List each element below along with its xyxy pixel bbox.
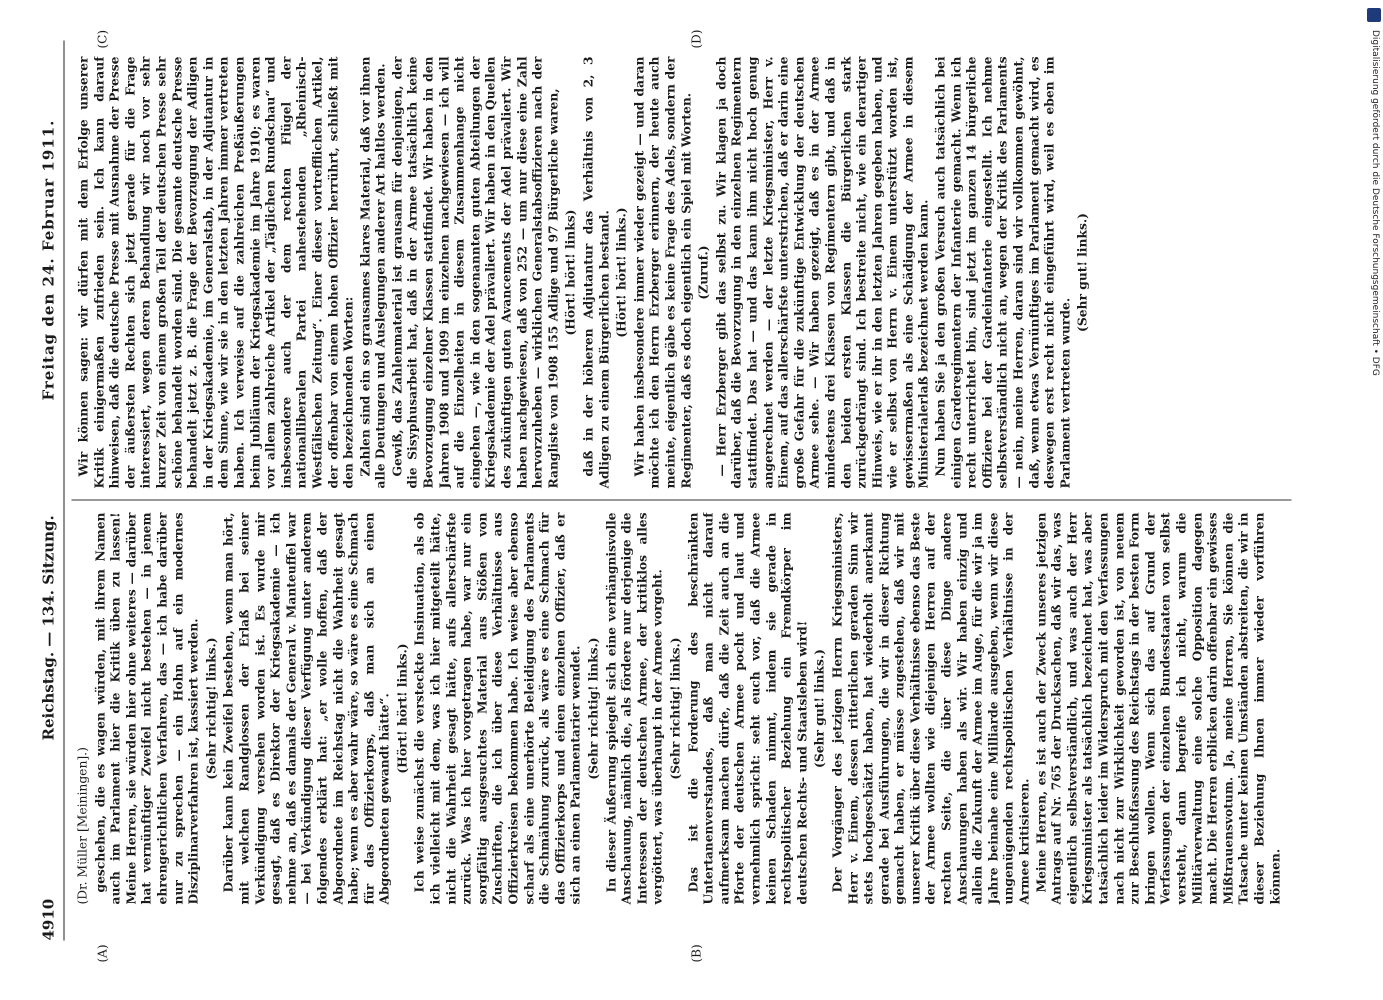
paragraph: geschehen, die es wagen würden, mit ihrem Namen auch im Parlament hier die Kritik üben zu lassen! Meine Herren, sie würden hier ohne weiteres — darüber hat vernünftiger Zweifel nicht bestehen — in jenem ehrengerichtlichen Verfahren, das — ich habe darüber nur zu sprechen — ein Hohn auf ein modernes Disziplinarverfahren ist, kassiert werden.	[92, 512, 201, 905]
paragraph: Ich weise zunächst die versteckte Insinuation, als ob ich vielleicht mit dem, was ich hier mitgeteilt hätte, nicht die Wahrheit gesagt hätte, aufs allerschärfste zurück. Was ich hier vorgetragen habe, war nur ein sorgfältig ausgesuchtes Material aus Stößen von Zuschriften, die ich über diese Verhältnisse aus Offizierkreisen bekommen habe. Ich weise aber ebenso scharf als eine unerhörte Beleidigung des Parlaments die Schmähung zurück, als wäre es eine Schmach für das Offizierkorps und einen einzelnen Offizier, daß er sich an einen Parlamentarier wendet.	[411, 512, 583, 905]
interjection: (Sehr richtig! links.)	[667, 637, 683, 780]
interjection: (Hört! hört! links)	[562, 209, 578, 336]
text-column-right	[76, 57, 1296, 489]
text-column-left	[76, 513, 1296, 905]
column-divider	[72, 500, 1292, 501]
margin-marker-d: (D)	[689, 29, 704, 49]
paragraph: Darüber kann kein Zweifel bestehen, wenn man hört, mit welchen Randglossen der Erlaß bei seiner Verkündigung versehen worden ist. Es wurde mir gesagt, daß es Direktor der Kriegsakademie — ich nehme an, daß es damals der General v. Manteuffel war — bei Verkündigung dieser Verfügung unter anderem folgendes erklärt hat: „er wolle hoffen, daß der Abgeordnete im Reichstag nicht die Wahrheit gesagt habe; wenn es aber wahr wäre, so wäre es eine Schmach für das Offizierkorps, daß man sich an einen Abgeordneten gewandt hätte“.	[220, 512, 392, 905]
paragraph: daß in der höheren Adjutantur das Verhältnis von 2, 3 Adligen zu einem Bürgerlichen bestand.	[580, 56, 612, 489]
page-number: 4910	[39, 898, 58, 941]
interjection: (Sehr gut! links.)	[811, 649, 827, 768]
session-date: Freitag den 24. Februar 1911.	[39, 119, 58, 401]
paragraph: Gewiß, das Zahlenmaterial ist grausam für denjenigen, der die Sisyphusarbeit hat, daß in der Armee tatsächlich keine Bevorzugung einzelner Klassen stattfindet. Wir haben in den Jahren 1908 und 1909 im einzelnen nachgewiesen — ich will auf die Einzelheiten in diesem Zusammenhange nicht eingehen —, wie in den sogenannten guten Abteilungen der Kriegsakademie der Adel prävaliert. Wir haben in den Quellen des zukünftigen guten Avancements der Adel prävaliert. Wir haben nachgewiesen, daß von 252 — um nur diese eine Zahl hervorzuheben — wirklichen Generalstabsoffizieren nach der Rangliste von 1908 155 Adlige und 97 Bürgerliche waren,	[389, 56, 561, 489]
margin-marker-c: (C)	[95, 29, 110, 49]
paragraph: Wir können sagen: wir dürfen mit dem Erfolge unserer Kritik einigermaßen zufrieden sein. Ich kann darauf hinweisen, daß die deutsche Presse mit Ausnahme der Presse der äußersten Rechten sich jetzt gerade für die Frage interessiert, wegen deren Behandlung wir noch vor sehr kurzer Zeit von einem großen Teil der deutschen Presse sehr schöne behandelt worden sind. Die gesamte deutsche Presse behandelt jetzt z. B. die Frage der Bevorzugung der Adligen in der Kriegsakademie, im Generalstab, in der Adjutantur in dem Sinne, wie wir sie in den letzten Jahren immer vertreten haben. Ich verweise auf die zahlreichen Preßäußerungen beim Jubiläum der Kriegsakademie im Jahre 1910; es waren vor allem zahlreiche Artikel der „Täglichen Rundschau“ und insbesondere auch der dem rechten Flügel der nationalliberalen Partei nahestehenden „Rheinisch-Westfälischen Zeitung“. Einer dieser vortrefflichen Artikel, der offenbar von einem hohen Offizier herrührt, schließt mit den bezeichnenden Worten:	[75, 56, 356, 489]
interjection: (Hört! hört! links.)	[613, 207, 629, 338]
speaker-line: (Dr. Müller [Meiningen].)	[75, 747, 90, 905]
interjection: (Hört! hört! links.)	[394, 643, 410, 774]
paragraph: Das ist die Forderung des beschränkten Untertanenverstandes, daß man nicht darauf aufmerksam machen dürfe, daß die Zeit auch an die Pforte der deutschen Armee pocht und laut und vernehmlich spricht: seht euch vor, daß die Armee keinen Schaden nimmt, indem sie gerade in rechtspolitischer Beziehung ein Fremdkörper im deutschen Rechts- und Staatsleben wird!	[685, 512, 810, 905]
paragraph: Meine Herren, es ist auch der Zweck unseres jetzigen Antrags auf Nr. 765 der Drucksachen, daß wir das, was eigentlich selbstverständlich, und was auch der Herr Kriegsminister als tatsächlich bezeichnet hat, was aber tatsächlich leider im Widerspruch mit den Verfassungen nach nicht zur Wirklichkeit geworden ist, von neuem zur Beschlußfassung des Reichstags in der besten Form bringen wollen. Wenn sich das auf Grund der Verfassungen der einzelnen Bundesstaaten von selbst versteht, dann begreife ich nicht, warum die Militärverwaltung eine solche Opposition dagegen macht. Die Herren erblicken darin offenbar ein gewisses Mißtrauensvotum. Ja, meine Herren, Sie können die Tatsache unter keinen Umständen abstreiten, die wir in dieser Beziehung Ihnen immer wieder vorführen können.	[1033, 512, 1283, 905]
interjection: (Sehr gut! links.)	[1074, 213, 1090, 332]
digitization-credit: Digitalisierung gefördert durch die Deutsche Forschungsgemeinschaft • DFG	[1370, 30, 1380, 376]
interjection: (Zuruf.)	[695, 245, 711, 300]
paragraph: Nun haben Sie ja den großen Versuch auch tatsächlich bei einigen Garderegimentern der Infanterie gemacht. Wenn ich recht unterrichtet bin, sind jetzt im ganzen 14 bürgerliche Offiziere bei der Gardeinfanterie eingestellt. Ich nehme selbstverständlich nicht an, wegen der Kritik des Parlaments — nein, meine Herren, daran sind wir vollkommen gewöhnt, daß, wenn etwas Vernünftiges im Parlament gemacht wird, es deswegen erst recht nicht eingeführt wird, weil es eben im Parlament vertreten wurde.	[932, 56, 1073, 489]
paragraph: Zahlen sind ein so grausames klares Material, daß vor ihnen alle Deutungen und Auslegungen anderer Art haltlos werden.	[357, 56, 388, 489]
page-header	[40, 41, 64, 941]
session-title: Reichstag. — 134. Sitzung.	[39, 515, 58, 741]
rotated-newspaper-sheet	[0, 1, 1383, 1000]
margin-marker-b: (B)	[689, 944, 704, 963]
interjection: (Sehr richtig! links.)	[585, 637, 601, 780]
interjection: (Sehr richtig! links.)	[203, 637, 219, 780]
paragraph: In dieser Äußerung spiegelt sich eine verhängnisvolle Anschauung, nämlich die, als fördere nur derjenige die Interessen der deutschen Armee, der kritiklos alles vergöttert, was überhaupt in der Armee vorgeht.	[603, 512, 665, 905]
paragraph: Wir haben insbesondere immer wieder gezeigt — und daran möchte ich den Herrn Erzberger erinnern, der heute auch meinte, eigentlich gäbe es keine Frage des Adels, sondern der Regimenter, daß es doch eigentlich ein Spiel mit Worten.	[631, 56, 694, 489]
header-rule	[64, 41, 65, 941]
paragraph: — Herr Erzberger gibt das selbst zu. Wir klagen ja doch darüber, daß die Bevorzugung in den einzelnen Regimentern stattfindet. Das hat — und das kann ihm nicht hoch genug angerechnet werden — der letzte Kriegsminister, Herr v. Einem, auf das allerschärfste unterstrichen, daß er darin eine große Gefahr für die zukünftige Entwicklung der deutschen Armee sehe. — Wir haben gezeigt, daß es in der Armee mindestens drei Klassen von Regimentern gibt, und daß in den beiden ersten Klassen die Bürgerlichen stark zurückgedrängt sind. Ich bestreite nicht, wie ein derartiger Hinweis, wie er ihr in den letzten Jahren gegeben haben, und wie er selbst von Herrn v. Einem unterstützt worden ist, gewissermaßen als eine Schädigung der Armee in diesem Ministerialerlaß bezeichnet werden kann.	[713, 56, 931, 489]
dfg-logo-icon	[1367, 8, 1381, 22]
margin-marker-a: (A)	[95, 944, 110, 963]
paragraph: Der Vorgänger des jetzigen Herrn Kriegsministers, Herr v. Einem, dessen ritterlichen geraden Sinn wir stets hochgeschätzt haben, hat wiederholt anerkannt gerade bei Ausführungen, die wir in dieser Richtung gemacht haben, er müsse zugestehen, daß wir mit unserer Kritik über diese Verhältnisse ebenso das Beste der Armee wollten wie diejenigen Herren auf der rechten Seite, die über diese Dinge andere Anschauungen haben als wir. Wir haben einzig und allein die Zukunft der Armee im Auge, für die wir ja im Jahre beinahe eine Milliarde ausgeben, wenn wir diese ungenügenden rechtspolitischen Verhältnisse in der Armee kritisieren.	[829, 512, 1032, 905]
